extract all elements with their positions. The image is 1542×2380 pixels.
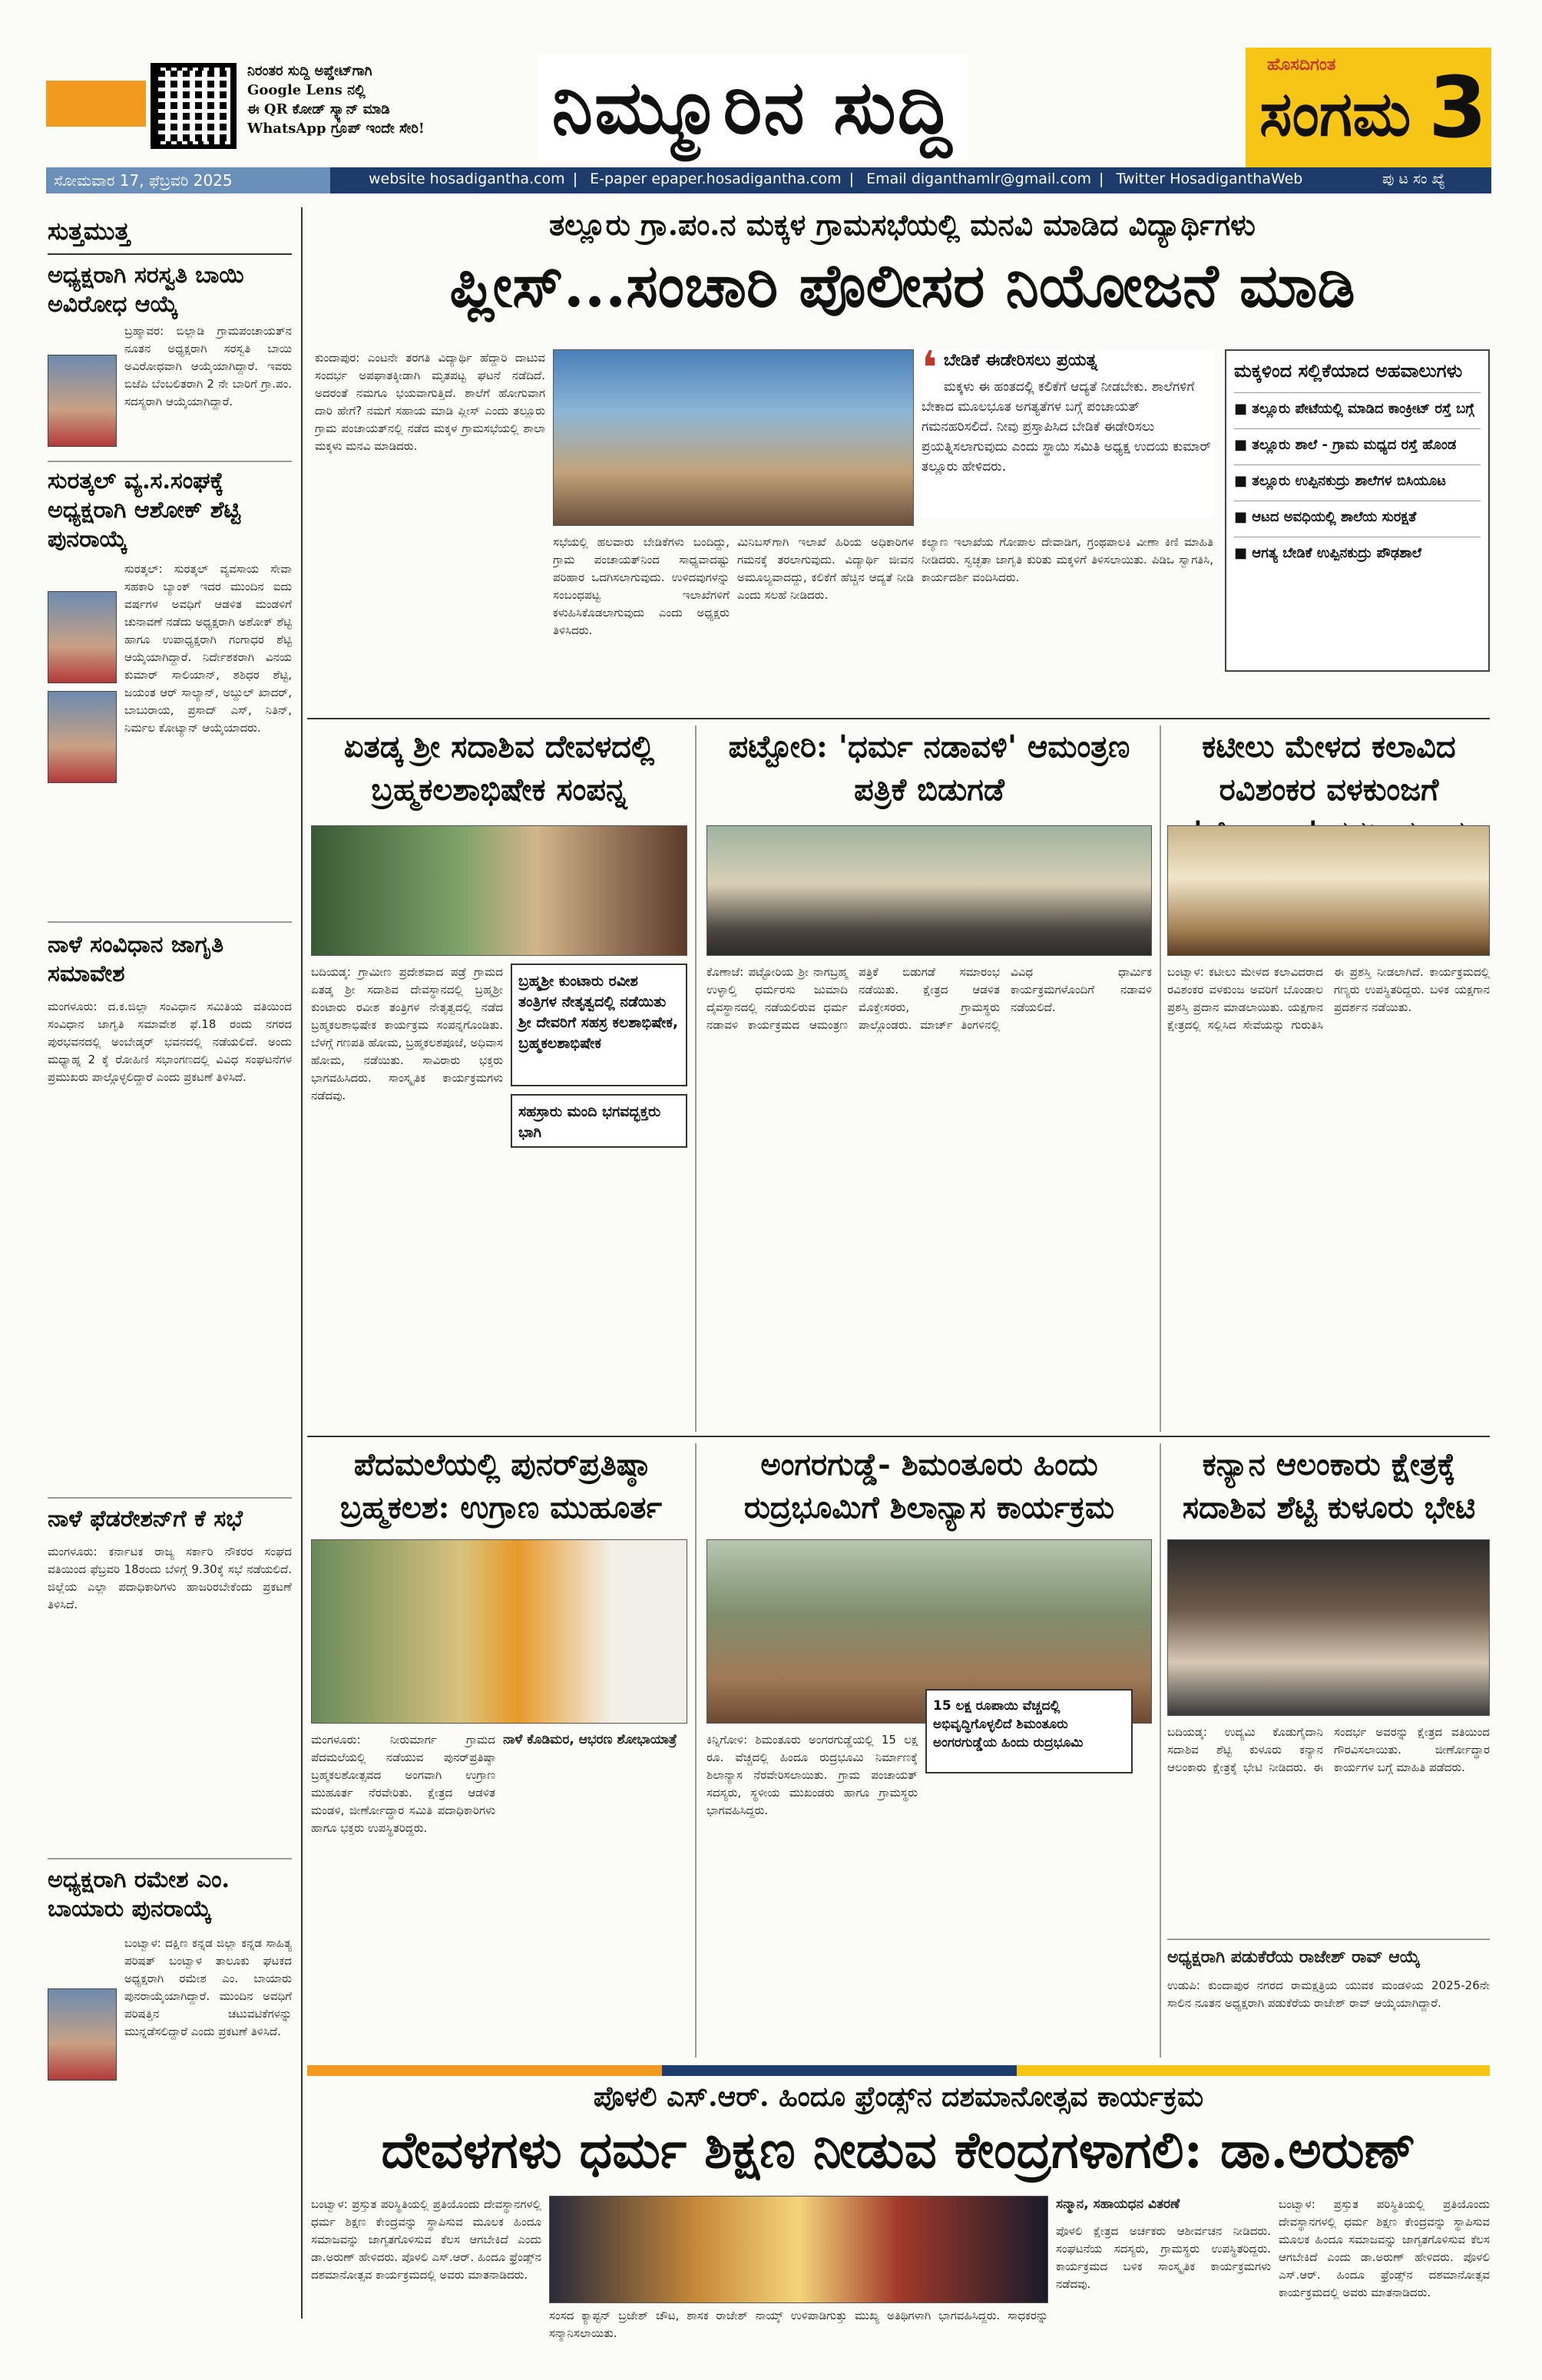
epaper-link[interactable]: E-paper epaper.hosadigantha.com (590, 170, 842, 187)
appeal-item: ■ ತಲ್ಲೂರು ಶಾಲೆ - ಗ್ರಾಮ ಮಧ್ಯದ ರಸ್ತೆ ಹೊಂಡ (1234, 428, 1481, 455)
appeal-item: ■ ಆಗತ್ಯ ಬೇಡಿಕೆ ಉಪ್ಪಿನಕುದ್ರು ಪೌಢಶಾಲೆ (1234, 537, 1481, 564)
promo-line: ಈ QR ಕೋಡ್ ಸ್ಕ್ಯಾನ್ ಮಾಡಿ (247, 101, 390, 117)
story-body (48, 1935, 292, 2041)
story-body (48, 560, 292, 737)
visit-photo (1167, 1539, 1490, 1716)
column-divider (1160, 1443, 1161, 2058)
story-headline: ಕಟೀಲು ಮೇಳದ ಕಲಾವಿದ ರವಿಶಂಕರ ವಳಕುಂಜಗೆ (1202, 729, 1456, 808)
highlight-box: ಬ್ರಹ್ಮಶ್ರೀ ಕುಂಟಾರು ರವೀಶ ತಂತ್ರಿಗಳ ನೇತೃತ್ವದಲ್ಲಿ ನಡೆಯಿತು ಶ್ರೀ ದೇವರಿಗೆ ಸಹಸ್ರ ಕಲಶಾಭಿಷೇಕ, ಬ್ರಹ್ಮಕಲಶಾಭಿಷೇಕ (511, 964, 687, 1086)
divider (48, 921, 292, 923)
story-headline: ನಾಳೆ ಫೆಡರೇಶನ್‌ಗೆ ಕೆ ಸಭೆ (48, 1506, 243, 1532)
story-body: ಸಂಸದ ಕ್ಯಾಪ್ಟನ್ ಬ್ರಜೇಶ್ ಚೌಟ, ಶಾಸಕ ರಾಜೇಶ್ ನಾಯ್ಕ್ ಉಳಿಪಾಡಿಗುತ್ತು ಮುಖ್ಯ ಅತಿಥಿಗಳಾಗಿ ಭಾಗವಹಿಸಿದ್ದರು. ಸಾಧಕರನ್ನು ಸನ್ಮಾನಿಸಲಾಯಿತು. (549, 2309, 1048, 2340)
story-body (48, 322, 292, 411)
story-headline: ಅಧ್ಯಕ್ಷರಾಗಿ ರಮೇಶ ಎಂ. ಬಾಯಾರು ಪುನರಾಯ್ಕೆ (48, 1866, 230, 1922)
divider (307, 1436, 1490, 1437)
lead-kicker: ತಲ್ಲೂರು ಗ್ರಾ.ಪಂ.ನ ಮಕ್ಕಳ ಗ್ರಾಮಸಭೆಯಲ್ಲಿ ಮನವಿ ಮಾಡಿದ ವಿದ್ಯಾರ್ಥಿಗಳು (549, 207, 1256, 242)
highlight-box: 15 ಲಕ್ಷ ರೂಪಾಯಿ ವೆಚ್ಚದಲ್ಲಿ ಅಭಿವೃದ್ಧಿಗೊಳ್ಳಲಿದೆ ಶಿಮಂತೂರು ಅಂಗರಗುಡ್ಡೆಯ ಹಿಂದು ರುದ್ರಭೂಮಿ (925, 1689, 1133, 1773)
promo-line: Google Lens ನಲ್ಲಿ (247, 82, 366, 98)
divider (1167, 1939, 1490, 1940)
story-body: ಬಂಟ್ವಾಳ: ಪ್ರಸ್ತುತ ಪರಿಸ್ಥಿತಿಯಲ್ಲಿ ಪ್ರತಿಯೊಂದು ದೇವಸ್ಥಾನಗಳಲ್ಲಿ ಧರ್ಮ ಶಿಕ್ಷಣ ಕೇಂದ್ರವನ್ನು ಸ್ಥಾಪಿಸುವ ಮೂಲಕ ಹಿಂದೂ ಸಮಾಜವನ್ನು ಜಾಗೃತಗೊಳಿಸುವ ಕೆಲಸ ಆಗಬೇಕಿದೆ ಎಂದು ಡಾ.ಅರುಣ್ ಹೇಳಿದರು. ಪೊಳಲಿ ಎಸ್.ಆರ್. ಹಿಂದೂ ಫ್ರೆಂಡ್ಸ್‌ನ ದಶಮಾನೋತ್ಸವ ಕಾರ್ಯಕ್ರಮದಲ್ಲಿ ಅವರು ಮಾತನಾಡಿದರು. (311, 2197, 541, 2282)
story-body: ಬದಿಯಡ್ಕ: ಉದ್ಯಮಿ ಕೊಡುಗೈದಾನಿ ಸದಾಶಿವ ಶೆಟ್ಟಿ ಕುಳೂರು ಕನ್ಯಾನ ಆಲಂಕಾರು ಕ್ಷೇತ್ರಕ್ಕೆ ಭೇಟಿ ನೀಡಿದರು. ಈ ಸಂದರ್ಭ ಅವರನ್ನು ಕ್ಷೇತ್ರದ ವತಿಯಿಂದ ಗೌರವಿಸಲಾಯಿತು. ಜೀರ್ಣೋದ್ಧಾರ ಕಾರ್ಯಗಳ ಬಗ್ಗೆ ಮಾಹಿತಿ ಪಡೆದರು. (1167, 1725, 1490, 1774)
lead-body: ಕಲ್ಯಾಣ ಇಲಾಖೆಯ ಗೋಪಾಲ ದೇವಾಡಿಗ, ಗ್ರಂಥಪಾಲಕಿ ವೀಣಾ ಕಿಣಿ ಮಾಹಿತಿ ನೀಡಿದರು. ಸ್ವಚ್ಛತಾ ಜಾಗೃತಿ ಕುರಿತು ಮಕ್ಕಳಿಗೆ ತಿಳಿಸಲಾಯಿತು. ಪಿಡಿಒ ಸ್ವಾಗತಿಸಿ, ಕಾರ್ಯದರ್ಶಿ ವಂದಿಸಿದರು. (922, 535, 1213, 584)
lead-body: ಕುಂದಾಪುರ: ಎಂಟನೇ ತರಗತಿ ವಿದ್ಯಾರ್ಥಿ ಹೆದ್ದಾರಿ ದಾಟುವ ಸಂದರ್ಭ ಅಪಘಾತಕ್ಕೀಡಾಗಿ ಮೃತಪಟ್ಟ ಘಟನೆ ನಡೆದಿದೆ. ಅದರಂತೆ ನಮಗೂ ಭಯವಾಗುತ್ತಿದೆ. ಶಾಲೆಗೆ ಹೋಗುವಾಗ ದಾರಿ ಹೇಗೆ? ನಮಗೆ ಸಹಾಯ ಮಾಡಿ ಪ್ಲೀಸ್ ಎಂದು ತಲ್ಲೂರು ಗ್ರಾಮ ಪಂಚಾಯತ್‌ನಲ್ಲಿ ನಡೆದ ಮಕ್ಕಳ ಗ್ರಾಮಸಭೆಯಲ್ಲಿ ಶಾಲಾ ಮಕ್ಕಳು ಮನವಿ ಮಾಡಿದರು. (315, 351, 545, 453)
temple-photo (311, 825, 687, 956)
story-body: ಮಂಗಳೂರು: ನೀರುಮಾರ್ಗ ಗ್ರಾಮದ ಪೆದಮಲೆಯಲ್ಲಿ ನಡೆಯುವ ಪುನರ್‌ಪ್ರತಿಷ್ಠಾ ಬ್ರಹ್ಮಕಲಶೋತ್ಸವದ ಅಂಗವಾಗಿ ಉಗ್ರಾಣ ಮುಹೂರ್ತ ನೆರವೇರಿತು. ಕ್ಷೇತ್ರದ ಆಡಳಿತ ಮಂಡಳಿ, ಜೀರ್ಣೋದ್ಧಾರ ಸಮಿತಿ ಪದಾಧಿಕಾರಿಗಳು ಹಾಗೂ ಭಕ್ತರು ಉಪಸ್ಥಿತರಿದ್ದರು. (311, 1733, 495, 1835)
promo-line: ನಿರಂತರ ಸುದ್ದಿ ಅಪ್ಡೇಟ್‌ಗಾಗಿ (247, 63, 372, 79)
page-number: 3 (1428, 58, 1487, 157)
section-band (307, 2065, 1490, 2076)
lead-body: ಮಿನಿಬಸ್‌ಗಾಗಿ ಇಲಾಖೆ ಹಿರಿಯ ಅಧಿಕಾರಿಗಳ ಗಮನಕ್ಕೆ ತರಲಾಗುವುದು. ವಿದ್ಯಾರ್ಥಿ ಜೀವನ ಅಮೂಲ್ಯವಾದದ್ದು, ಕಲಿಕೆಗೆ ಹೆಚ್ಚಿನ ಆದ್ಯತೆ ನೀಡಿ ಎಂದು ಸಲಹೆ ನೀಡಿದರು. (737, 535, 914, 602)
story-headline: ಅಧ್ಯಕ್ಷರಾಗಿ ಸರಸ್ವತಿ ಬಾಯಿ ಅವಿರೋಧ ಆಯ್ಕೆ (48, 262, 244, 318)
appeal-item-text: ಆಗತ್ಯ ಬೇಡಿಕೆ ಉಪ್ಪಿನಕುದ್ರು ಪೌಢಶಾಲೆ (1252, 545, 1421, 561)
story-body: ಉಡುಪಿ: ಕುಂದಾಪುರ ನಗರದ ರಾಮಕ್ಷತ್ರಿಯ ಯುವಕ ಮಂಡಳಿಯ 2025-26ನೇ ಸಾಲಿನ ನೂತನ ಅಧ್ಯಕ್ಷರಾಗಿ ಪಡುಕೆರೆಯ ರಾಜೇಶ್ ರಾವ್ ಆಯ್ಕೆಯಾಗಿದ್ದಾರೆ. (1167, 1978, 1490, 2010)
quote-box (922, 342, 1213, 518)
divider (48, 1497, 292, 1499)
story-body: ಕೊಣಾಜೆ: ಪಟ್ಟೋರಿಯ ಶ್ರೀ ನಾಗಬ್ರಹ್ಮ ಉಳ್ಳಾಲ್ತಿ ಧರ್ಮರಸು ಜುಮಾದಿ ದೈವಸ್ಥಾನದಲ್ಲಿ ನಡೆಯಲಿರುವ ಧರ್ಮ ನಡಾವಳಿ ಕಾರ್ಯಕ್ರಮದ ಆಮಂತ್ರಣ ಪತ್ರಿಕೆ ಬಿಡುಗಡೆ ಸಮಾರಂಭ ನಡೆಯಿತು. ಕ್ಷೇತ್ರದ ಆಡಳಿತ ಮೊಕ್ತೇಸರರು, ಗ್ರಾಮಸ್ಥರು ಪಾಲ್ಗೊಂಡರು. ಮಾರ್ಚ್ ತಿಂಗಳಿನಲ್ಲಿ ವಿವಿಧ ಧಾರ್ಮಿಕ ಕಾರ್ಯಕ್ರಮಗಳೊಂದಿಗೆ ನಡಾವಳಿ ನಡೆಯಲಿದೆ. (706, 965, 1152, 1032)
story-text: ಬಂಟ್ವಾಳ: ದಕ್ಷಿಣ ಕನ್ನಡ ಜಿಲ್ಲಾ ಕನ್ನಡ ಸಾಹಿತ್ಯ ಪರಿಷತ್ ಬಂಟ್ವಾಳ ತಾಲೂಕು ಘಟಕದ ಅಧ್ಯಕ್ಷರಾಗಿ ರಮೇಶ ಎಂ. ಬಾಯಾರು ಪುನರಾಯ್ಕೆಯಾಗಿದ್ದಾರೆ. ಮುಂದಿನ ಅವಧಿಗೆ ಪರಿಷತ್ತಿನ ಚಟುವಟಿಕೆಗಳನ್ನು ಮುನ್ನಡೆಸಲಿದ್ದಾರೆ ಎಂದು ಪ್ರಕಟಣೆ ತಿಳಿಸಿದೆ. (124, 1936, 292, 2038)
appeal-item: ■ ತಲ್ಲೂರು ಪೇಟೆಯಲ್ಲಿ ಮಾಡಿದ ಕಾಂಕ್ರೀಟ್ ರಸ್ತೆ ಬಗ್ಗೆ (1234, 392, 1481, 419)
story-headline: ಏತಡ್ಕ ಶ್ರೀ ಸದಾಶಿವ ದೇವಳದಲ್ಲಿ ಬ್ರಹ್ಮಕಲಶಾಭಿಷೇಕ ಸಂಪನ್ನ (343, 729, 655, 808)
divider (48, 253, 292, 255)
story-text: ಬ್ರಹ್ಮಾವರ: ಬಿಲ್ಲಾಡಿ ಗ್ರಾಮಪಂಚಾಯತ್‌ನ ನೂತನ ಅಧ್ಯಕ್ಷರಾಗಿ ಸರಸ್ವತಿ ಬಾಯಿ ಅವಿರೋಧವಾಗಿ ಆಯ್ಕೆಯಾಗಿದ್ದಾರೆ. ಇವರು ಬಿಜೆಪಿ ಬೆಂಬಲಿತರಾಗಿ 2 ನೇ ಬಾರಿಗೆ ಗ್ರಾ.ಪಂ. ಸದಸ್ಯರಾಗಿ ಆಯ್ಕೆಯಾಗಿದ್ದಾರೆ. (124, 324, 292, 408)
lead-photo (553, 349, 914, 526)
story-headline: ನಾಳೆ ಸಂವಿಧಾನ ಜಾಗೃತಿ ಸಮಾವೇಶ (48, 931, 224, 987)
column-divider (695, 1443, 697, 2058)
story-headline: ಪೆದಮಲೆಯಲ್ಲಿ ಪುನರ್‌ಪ್ರತಿಷ್ಠಾ ಬ್ರಹ್ಮಕಲಶ: ಉಗ್ರಾಣ ಮುಹೂರ್ತ (339, 1446, 663, 1526)
appeal-item-text: ಆಟದ ಅವಧಿಯಲ್ಲಿ ಶಾಲೆಯ ಸುರಕ್ಷತೆ (1252, 509, 1417, 525)
website-link[interactable]: website hosadigantha.com (369, 170, 565, 187)
page-title: ನಿಮ್ಮೂರಿನ ಸುದ್ದಿ (538, 54, 968, 161)
twitter-link[interactable]: Twitter HosadiganthaWeb (1116, 170, 1303, 187)
story-body: ಬಂಟ್ವಾಳ: ಕಟೀಲು ಮೇಳದ ಕಲಾವಿದರಾದ ರವಿಶಂಕರ ವಳಕುಂಜ ಅವರಿಗೆ ಬೊಂಡಾಲ ಪ್ರಶಸ್ತಿ ಪ್ರದಾನ ಮಾಡಲಾಯಿತು. ಯಕ್ಷಗಾನ ಕ್ಷೇತ್ರದಲ್ಲಿ ಸಲ್ಲಿಸಿದ ಸೇವೆಯನ್ನು ಗುರುತಿಸಿ ಈ ಪ್ರಶಸ್ತಿ ನೀಡಲಾಗಿದೆ. ಕಾರ್ಯಕ್ರಮದಲ್ಲಿ ಗಣ್ಯರು ಉಪಸ್ಥಿತರಿದ್ದರು. ಬಳಿಕ ಯಕ್ಷಗಾನ ಪ್ರದರ್ಶನ ನಡೆಯಿತು. (1167, 965, 1490, 1032)
column-divider (1160, 726, 1161, 1432)
appeal-box-title: ಮಕ್ಕಳಿಂದ ಸಲ್ಲಿಕೆಯಾದ ಅಹವಾಲುಗಳು (1234, 360, 1463, 382)
quote-text: ಮಕ್ಕಳು ಈ ಹಂತದಲ್ಲಿ ಕಲಿಕೆಗೆ ಆದ್ಯತೆ ನೀಡಬೇಕು. ಶಾಲೆಗಳಿಗೆ ಬೇಕಾದ ಮೂಲಭೂತ ಅಗತ್ಯತೆಗಳ ಬಗ್ಗೆ ಪಂಚಾಯತ್ ಗಮನಹರಿಸಲಿದೆ. ನೀವು ಪ್ರಸ್ತಾಪಿಸಿದ ಬೇಡಿಕೆ ಈಡೇರಿಸಲು ಪ್ರಯತ್ನಿಸಲಾಗುವುದು ಎಂದು ಸ್ಥಾಯಿ ಸಮಿತಿ ಅಧ್ಯಕ್ಷ ಉದಯ ಕುಮಾರ್ ತಲ್ಲೂರು ಹೇಳಿದರು. (922, 379, 1211, 474)
appeal-item: ■ ಆಟದ ಅವಧಿಯಲ್ಲಿ ಶಾಲೆಯ ಸುರಕ್ಷತೆ (1234, 501, 1481, 527)
highlight-box: ಸಹಸ್ರಾರು ಮಂದಿ ಭಗವದ್ಭಕ್ತರು ಭಾಗಿ (511, 1094, 687, 1148)
story-body: ಪೊಳಲಿ ಕ್ಷೇತ್ರದ ಅರ್ಚಕರು ಆಶೀರ್ವಚನ ನೀಡಿದರು. ಸಂಘಟನೆಯ ಸದಸ್ಯರು, ಗ್ರಾಮಸ್ಥರು ಉಪಸ್ಥಿತರಿದ್ದರು. ಕಾರ್ಯಕ್ರಮದ ಬಳಿಕ ಸಾಂಸ್ಕೃತಿಕ ಕಾರ್ಯಕ್ರಮಗಳು ನಡೆದವು. (1056, 2224, 1271, 2291)
story-headline: ಪಟ್ಟೋರಿ: 'ಧರ್ಮ ನಡಾವಳಿ' ಆಮಂತ್ರಣ ಪತ್ರಿಕೆ ಬಿಡುಗಡೆ (728, 729, 1130, 808)
appeal-item-text: ತಲ್ಲೂರು ಉಪ್ಪಿನಕುದ್ರು ಶಾಲೆಗಳ ಬಿಸಿಯೂಟ (1252, 473, 1447, 489)
ceremony-photo (311, 1539, 687, 1724)
story-body: ಮಂಗಳೂರು: ದ.ಕ.ಜಿಲ್ಲಾ ಸಂವಿಧಾನ ಸಮಿತಿಯ ವತಿಯಿಂದ ಸಂವಿಧಾನ ಜಾಗೃತಿ ಸಮಾವೇಶ ಫೆ.18 ರಂದು ನಗರದ ಪುರಭವನದಲ್ಲಿ ಅಂಬೇಡ್ಕರ್ ಭವನದಲ್ಲಿ ನಡೆಯಲಿದೆ. ಅಂದು ಮಧ್ಯಾಹ್ನ 2 ಕ್ಕೆ ರೋಹಿಣಿ ಸಭಾಂಗಣದಲ್ಲಿ ವಿವಿಧ ಸಂಘಟನೆಗಳ ಪ್ರಮುಖರು ಪಾಲ್ಗೊಳ್ಳಲಿದ್ದಾರೆ ಎಂದು ಪ್ರಕಟಣೆ ತಿಳಿಸಿದೆ. (48, 1000, 292, 1084)
story-headline: ಅಧ್ಯಕ್ಷರಾಗಿ ಪಡುಕೆರೆಯ ರಾಜೇಶ್ ರಾವ್ ಆಯ್ಕೆ (1167, 1948, 1421, 1967)
appeal-item-text: ತಲ್ಲೂರು ಶಾಲೆ - ಗ್ರಾಮ ಮಧ್ಯದ ರಸ್ತೆ ಹೊಂಡ (1252, 437, 1457, 453)
story-subhead: ಸನ್ಮಾನ, ಸಹಾಯಧನ ವಿತರಣೆ (1056, 2197, 1180, 2212)
column-divider (695, 726, 697, 1432)
event-photo (549, 2196, 1048, 2303)
divider (48, 1858, 292, 1859)
section-title: ಸುತ್ತಮುತ್ತ (48, 217, 131, 246)
lead-headline: ಪ್ಲೀಸ್...ಸಂಚಾರಿ ಪೊಲೀಸರ ನಿಯೋಜನೆ ಮಾಡಿ (449, 251, 1355, 321)
qr-pattern (158, 71, 229, 141)
bottom-headline: ದೇವಳಗಳು ಧರ್ಮ ಶಿಕ್ಷಣ ನೀಡುವ ಕೇಂದ್ರಗಳಾಗಲಿ: ಡಾ.ಅರುಣ್ (381, 2120, 1416, 2180)
award-photo (1167, 825, 1490, 956)
appeal-item: ■ ತಲ್ಲೂರು ಉಪ್ಪಿನಕುದ್ರು ಶಾಲೆಗಳ ಬಿಸಿಯೂಟ (1234, 464, 1481, 491)
lead-body: ಸಭೆಯಲ್ಲಿ ಹಲವಾರು ಬೇಡಿಕೆಗಳು ಬಂದಿದ್ದು, ಗ್ರಾಮ ಪಂಚಾಯತ್‌ನಿಂದ ಸಾಧ್ಯವಾದಷ್ಟು ಪರಿಹಾರ ಒದಗಿಸಲಾಗುವುದು. ಉಳಿದವುಗಳನ್ನು ಸಂಬಂಧಪಟ್ಟ ಇಲಾಖೆಗಳಿಗೆ ಕಳುಹಿಸಿಕೊಡಲಾಗುವುದು ಎಂದು ಅಧ್ಯಕ್ಷರು ತಿಳಿಸಿದರು. (553, 535, 730, 637)
email-link[interactable]: Email diganthamlr@gmail.com (866, 170, 1092, 187)
promo-line: WhatsApp ಗ್ರೂಪ್ ಇಂದೇ ಸೇರಿ! (247, 121, 425, 137)
story-headline: ಕನ್ಯಾನ ಆಲಂಕಾರು ಕ್ಷೇತ್ರಕ್ಕೆ ಸದಾಶಿವ ಶೆಟ್ಟಿ ಕುಳೂರು ಭೇಟಿ (1182, 1446, 1476, 1526)
story-subhead: ನಾಳೆ ಕೊಡಿಮರ, ಆಭರಣ ಶೋಭಾಯಾತ್ರೆ (503, 1732, 677, 1747)
story-body: ಬಂಟ್ವಾಳ: ಪ್ರಸ್ತುತ ಪರಿಸ್ಥಿತಿಯಲ್ಲಿ ಪ್ರತಿಯೊಂದು ದೇವಸ್ಥಾನಗಳಲ್ಲಿ ಧರ್ಮ ಶಿಕ್ಷಣ ಕೇಂದ್ರವನ್ನು ಸ್ಥಾಪಿಸುವ ಮೂಲಕ ಹಿಂದೂ ಸಮಾಜವನ್ನು ಜಾಗೃತಗೊಳಿಸುವ ಕೆಲಸ ಆಗಬೇಕಿದೆ ಎಂದು ಡಾ.ಅರುಣ್ ಹೇಳಿದರು. ಪೊಳಲಿ ಎಸ್.ಆರ್. ಹಿಂದೂ ಫ್ರೆಂಡ್ಸ್‌ನ ದಶಮಾನೋತ್ಸವ ಕಾರ್ಯಕ್ರಮದಲ್ಲಿ ಅವರು ಮಾತನಾಡಿದರು. (1279, 2197, 1490, 2299)
divider (307, 718, 1490, 719)
section-name: ಸಂಗಮ (1259, 78, 1411, 150)
story-headline: ಸುರತ್ಕಲ್ ವ್ಯ.ಸ.ಸಂಘಕ್ಕೆ ಅಧ್ಯಕ್ಷರಾಗಿ ಆಶೋಕ್ ಶೆಟ್ಟಿ ಪುನರಾಯ್ಕೆ (48, 468, 241, 553)
masthead-accent (46, 81, 146, 127)
appeal-item-text: ತಲ್ಲೂರು ಪೇಟೆಯಲ್ಲಿ ಮಾಡಿದ ಕಾಂಕ್ರೀಟ್ ರಸ್ತೆ ಬಗ್ಗೆ (1252, 401, 1474, 417)
quote-icon: ❛ (922, 342, 938, 395)
page-label: ಪು ಟ ಸಂ ಖ್ಯೆ (1382, 170, 1445, 187)
story-headline: ಅಂಗರಗುಡ್ಡೆ- ಶಿಮಂತೂರು ಹಿಂದು ರುದ್ರಭೂಮಿಗೆ ಶಿಲಾನ್ಯಾಸ ಕಾರ್ಯಕ್ರಮ (743, 1446, 1115, 1526)
quote-title: ಬೇಡಿಕೆ ಈಡೇರಿಸಲು ಪ್ರಯತ್ನ (943, 351, 1098, 370)
group-photo (706, 825, 1152, 956)
divider (48, 461, 292, 462)
contact-links: website hosadigantha.com | E-paper epaper.hosadigantha.com | Email diganthamlr@gmail.com | Twitter HosadiganthaWeb (369, 170, 1303, 187)
column-divider (301, 207, 303, 2319)
story-text: ಸುರತ್ಕಲ್: ಸುರತ್ಕಲ್ ವ್ಯವಸಾಯ ಸೇವಾ ಸಹಕಾರಿ ಬ್ಯಾಂಕ್ ಇದರ ಮುಂದಿನ ಐದು ವರ್ಷಗಳ ಅವಧಿಗೆ ಆಡಳಿತ ಮಂಡಳಿಗೆ ಚುನಾವಣೆ ನಡೆದು ಅಧ್ಯಕ್ಷರಾಗಿ ಅಶೋಕ್ ಶೆಟ್ಟಿ ಹಾಗೂ ಉಪಾಧ್ಯಕ್ಷರಾಗಿ ಗಂಗಾಧರ ಶೆಟ್ಟಿ ಆಯ್ಕೆಯಾಗಿದ್ದಾರೆ. ನಿರ್ದೇಶಕರಾಗಿ ವಿನಯ ಕುಮಾರ್ ಸಾಲಿಯಾನ್, ಶಶಿಧರ ಶೆಟ್ಟಿ, ಜಯಂತ ಆರ್ ಸಾಲ್ಯಾನ್, ಅಬ್ದುಲ್ ಖಾದರ್, ಬಾಬುರಾಯ, ಪ್ರಸಾದ್ ಎಸ್, ನಿತಿನ್, ನಿರ್ಮಲ ಕೋಟ್ಯಾನ್ ಆಯ್ಕೆಯಾದರು. (124, 562, 292, 735)
story-body: ಬದಿಯಡ್ಕ: ಗ್ರಾಮೀಣ ಪ್ರದೇಶವಾದ ಪಡ್ರೆ ಗ್ರಾಮದ ಏತಡ್ಕ ಶ್ರೀ ಸದಾಶಿವ ದೇವಸ್ಥಾನದಲ್ಲಿ ಬ್ರಹ್ಮಶ್ರೀ ಕುಂಟಾರು ರವೀಶ ತಂತ್ರಿಗಳ ನೇತೃತ್ವದಲ್ಲಿ ನಡೆದ ಬ್ರಹ್ಮಕಲಶಾಭಿಷೇಕ ಕಾರ್ಯಕ್ರಮ ಸಂಪನ್ನಗೊಂಡಿತು. ಬೆಳಗ್ಗೆ ಗಣಪತಿ ಹೋಮ, ಬ್ರಹ್ಮಕಲಶಪೂಜೆ, ಅಧಿವಾಸ ಹೋಮ, ನಡೆಯಿತು. ಸಾವಿರಾರು ಭಕ್ತರು ಭಾಗವಹಿಸಿದರು. ಸಾಂಸ್ಕೃತಿಕ ಕಾರ್ಯಕ್ರಮಗಳು ನಡೆದವು. (311, 965, 503, 1102)
whatsapp-promo (247, 61, 508, 138)
story-body: ಮಂಗಳೂರು: ಕರ್ನಾಟಕ ರಾಜ್ಯ ಸರ್ಕಾರಿ ನೌಕರರ ಸಂಘದ ವತಿಯಿಂದ ಫೆಬ್ರವರಿ 18ರಂದು ಬೆಳಿಗ್ಗೆ 9.30ಕ್ಕೆ ಸಭೆ ನಡೆಯಲಿದೆ. ಜಿಲ್ಲೆಯ ಎಲ್ಲಾ ಪದಾಧಿಕಾರಿಗಳು ಹಾಜರಿರಬೇಕೆಂದು ಪ್ರಕಟಣೆ ತಿಳಿಸಿದೆ. (48, 1545, 292, 1611)
appeal-box (1225, 349, 1490, 672)
story-body: ಕಿನ್ನಿಗೋಳಿ: ಶಿಮಂತೂರು ಅಂಗರಗುಡ್ಡೆಯಲ್ಲಿ 15 ಲಕ್ಷ ರೂ. ವೆಚ್ಚದಲ್ಲಿ ಹಿಂದೂ ರುದ್ರಭೂಮಿ ನಿರ್ಮಾಣಕ್ಕೆ ಶಿಲಾನ್ಯಾಸ ನೆರವೇರಿಸಲಾಯಿತು. ಗ್ರಾಮ ಪಂಚಾಯತ್ ಸದಸ್ಯರು, ಸ್ಥಳೀಯ ಮುಖಂಡರು ಹಾಗೂ ಗ್ರಾಮಸ್ಥರು ಭಾಗವಹಿಸಿದ್ದರು. (706, 1733, 918, 1817)
brand-logo-text: ಹೊಸದಿಗಂತ (1267, 55, 1336, 74)
issue-date: ಸೋಮವಾರ 17, ಫೆಬ್ರವರಿ 2025 (46, 167, 330, 193)
bottom-kicker: ಪೊಳಲಿ ಎಸ್.ಆರ್. ಹಿಂದೂ ಫ್ರೆಂಡ್ಸ್‌ನ ದಶಮಾನೋತ್ಸವ ಕಾರ್ಯಕ್ರಮ (593, 2081, 1204, 2113)
